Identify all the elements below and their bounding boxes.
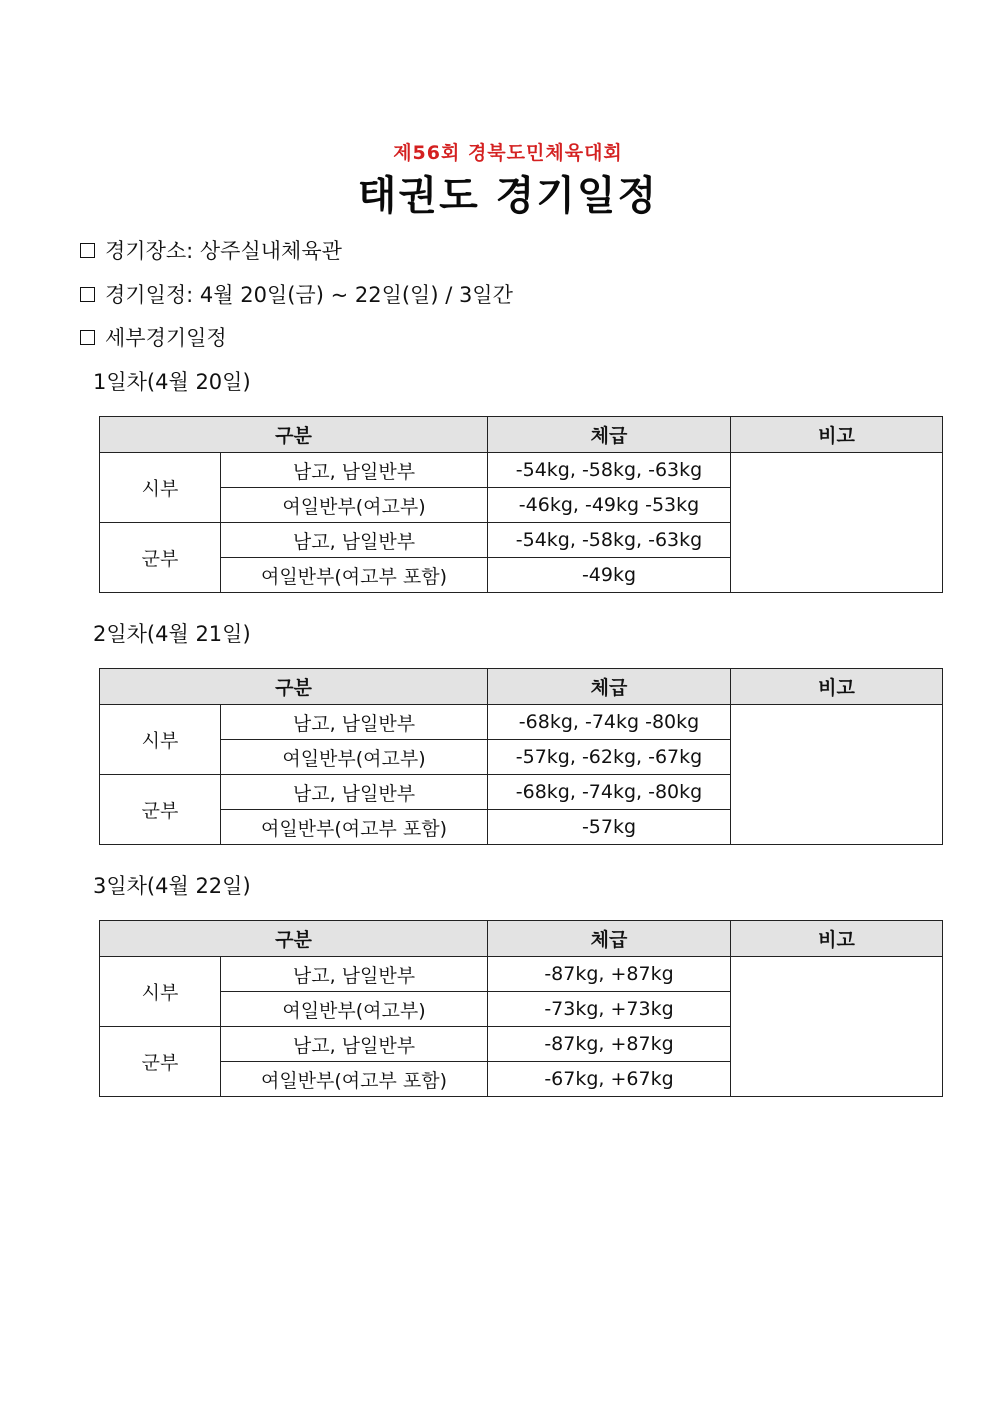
page-title: 태권도 경기일정 [357,173,659,219]
header-note: 비고 [731,669,943,705]
detail-text: 세부경기일정 [105,326,227,350]
day-2-label: 2일차(4월 21일) [93,622,251,646]
division-cell: 남고, 남일반부 [221,775,488,810]
weight-cell: -57kg [488,810,731,845]
group-name: 시부 [100,705,221,775]
note-cell [731,453,943,593]
weight-cell: -54kg, -58kg, -63kg [488,523,731,558]
header-category: 구분 [100,921,488,957]
checkbox-square-icon [80,330,95,345]
weight-cell: -68kg, -74kg, -80kg [488,775,731,810]
schedule-table-day-2 [99,668,943,845]
division-cell: 남고, 남일반부 [221,957,488,992]
group-name: 군부 [100,1027,221,1097]
table-header-row [100,417,943,453]
venue-text: 경기장소: 상주실내체육관 [105,239,342,263]
table-row [100,453,943,488]
division-cell: 여일반부(여고부 포함) [221,558,488,593]
weight-cell: -87kg, +87kg [488,1027,731,1062]
checkbox-square-icon [80,287,95,302]
division-cell: 여일반부(여고부) [221,992,488,1027]
division-cell: 여일반부(여고부) [221,488,488,523]
division-cell: 여일반부(여고부 포함) [221,810,488,845]
weight-cell: -87kg, +87kg [488,957,731,992]
division-cell: 여일반부(여고부 포함) [221,1062,488,1097]
weight-cell: -46kg, -49kg -53kg [488,488,731,523]
table-header-row [100,921,943,957]
group-name: 시부 [100,453,221,523]
table-header-row [100,669,943,705]
period-text: 경기일정: 4월 20일(금) ~ 22일(일) / 3일간 [105,283,513,307]
table-row [100,957,943,992]
checkbox-square-icon [80,243,95,258]
division-cell: 남고, 남일반부 [221,523,488,558]
schedule-table-day-1 [99,416,943,593]
division-cell: 남고, 남일반부 [221,1027,488,1062]
header-weight: 체급 [488,921,731,957]
header-note: 비고 [731,417,943,453]
division-cell: 여일반부(여고부) [221,740,488,775]
weight-cell: -68kg, -74kg -80kg [488,705,731,740]
detail-line [80,322,227,352]
day-1-label: 1일차(4월 20일) [93,370,251,394]
weight-cell: -54kg, -58kg, -63kg [488,453,731,488]
division-cell: 남고, 남일반부 [221,453,488,488]
header-note: 비고 [731,921,943,957]
group-name: 군부 [100,775,221,845]
header-weight: 체급 [488,669,731,705]
weight-cell: -49kg [488,558,731,593]
note-cell [731,705,943,845]
event-subtitle: 제56회 경북도민체육대회 [393,142,623,164]
division-cell: 남고, 남일반부 [221,705,488,740]
header-category: 구분 [100,669,488,705]
weight-cell: -57kg, -62kg, -67kg [488,740,731,775]
header-category: 구분 [100,417,488,453]
weight-cell: -67kg, +67kg [488,1062,731,1097]
weight-cell: -73kg, +73kg [488,992,731,1027]
day-3-label: 3일차(4월 22일) [93,874,251,898]
group-name: 시부 [100,957,221,1027]
header-weight: 체급 [488,417,731,453]
note-cell [731,957,943,1097]
venue-line [80,235,342,265]
table-row [100,705,943,740]
period-line [80,279,513,309]
schedule-table-day-3 [99,920,943,1097]
group-name: 군부 [100,523,221,593]
